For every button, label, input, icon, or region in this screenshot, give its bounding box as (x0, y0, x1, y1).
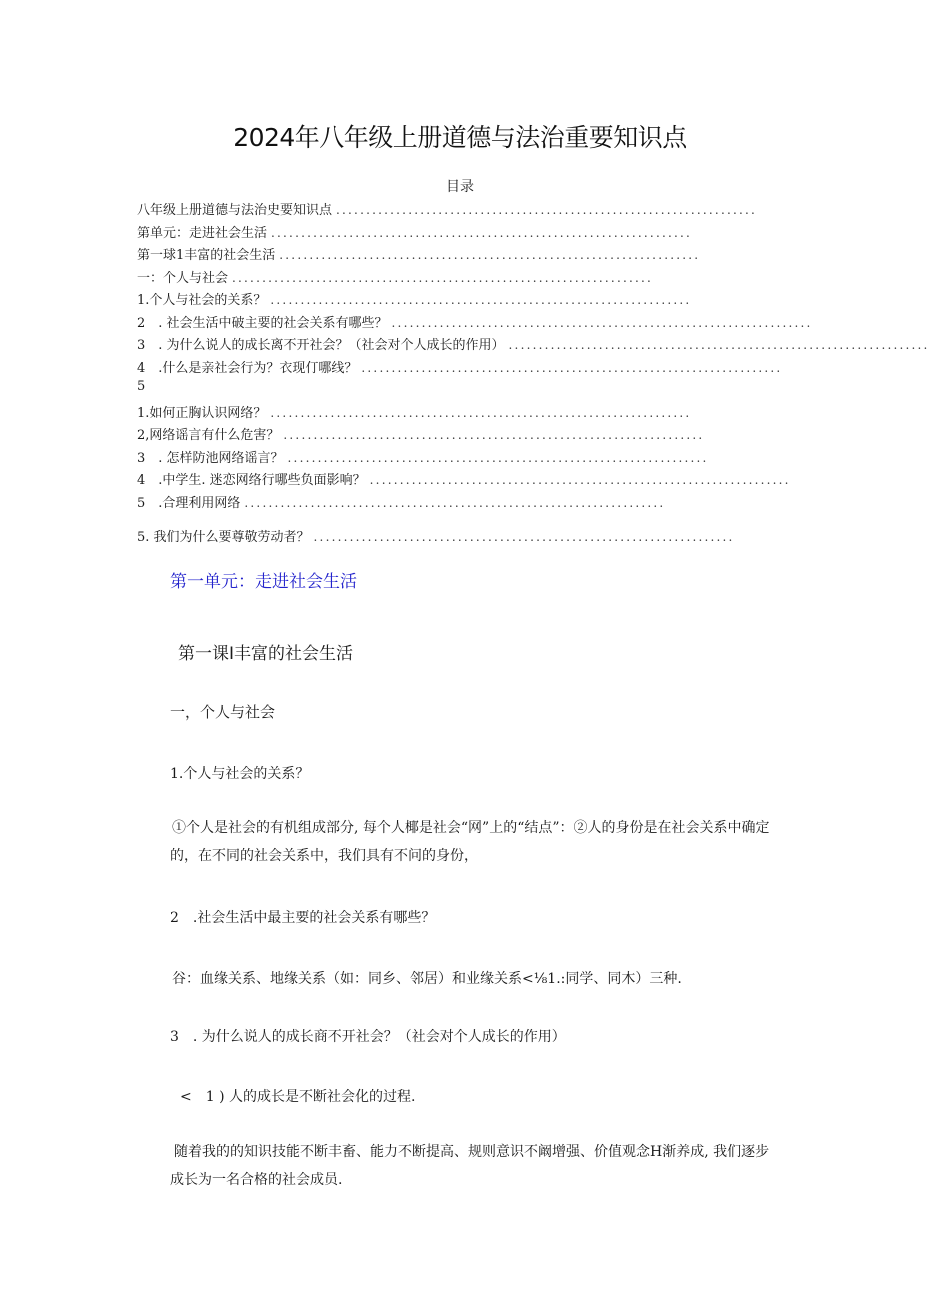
toc-item-label: 1.如何正胸认识网络？ (137, 405, 267, 421)
unit-heading: 第一单元：走进社会生活 (170, 572, 357, 592)
question-1: 1.个人与社会的关系？ (170, 766, 310, 782)
toc-item[interactable] (137, 199, 764, 222)
toc-item[interactable] (137, 526, 764, 549)
toc-leader-dots: ...................................................................... (271, 225, 693, 240)
toc-item[interactable] (137, 402, 764, 425)
toc-leader-dots: ...................................................................... (244, 495, 666, 510)
lesson-heading: 第一课I丰富的社会生活 (178, 644, 354, 664)
answer-2: 谷：血缘关系、地缘关系（如：同乡、邻居）和业缘关系<⅛1.:同学、同木）三种. (172, 971, 682, 987)
toc-leader-dots: ...................................................................... (283, 428, 705, 442)
toc-leader-dots: ...................................................................... (336, 203, 758, 217)
toc-leader-dots: ...................................................................... (361, 360, 783, 375)
toc-leader-dots: ...................................................................... (270, 293, 692, 307)
toc-leader-dots: ...................................................................... (232, 270, 654, 285)
toc-leader-dots: ...................................................................... (508, 338, 930, 352)
toc-item-label: 1.个人与社会的关系？ (137, 293, 267, 308)
toc-item[interactable] (137, 357, 783, 380)
toc-leader-dots: ...................................................................... (313, 530, 735, 544)
toc-item[interactable] (137, 334, 930, 357)
toc-item[interactable] (137, 492, 764, 515)
toc-item-label: 3 . 为什么说人的成长离不开社会？（社会对个人成长的作用） (137, 338, 505, 353)
toc-item-label: 八年级上册道德与法治史要知识点 (137, 203, 333, 218)
toc-item-label: 第一球1丰富的社会生活 (137, 248, 276, 263)
question-3: 3 . 为什么说人的成长商不开社会？（社会对个人成长的作用） (170, 1029, 566, 1045)
document-title: 2024年八年级上册道德与法治重要知识点 (233, 123, 687, 152)
toc-item-label: 5 (137, 379, 146, 394)
toc-item[interactable] (137, 289, 764, 312)
question-3-subpoint: < 1 ) 人的成长是不断社会化的过程. (180, 1089, 416, 1105)
toc-item-label: 5 .合理利用网络 (137, 495, 241, 511)
table-of-contents (137, 199, 930, 549)
toc-leader-dots: ...................................................................... (369, 473, 791, 487)
toc-item[interactable] (137, 267, 764, 290)
toc-item-label: 4 .中学生. 迷恋网络行哪些负面影响？ (137, 473, 366, 488)
toc-item-label: 4 .什么是亲社会行为？衣现仃哪线？ (137, 360, 358, 376)
toc-item[interactable] (137, 222, 764, 245)
section-heading: 一，个人与社会 (170, 703, 276, 721)
toc-leader-dots: ...................................................................... (391, 315, 813, 330)
toc-heading: 目录 (446, 179, 474, 195)
answer-3: 随着我的的知识技能不断丰畜、能力不断提高、规则意识不阚增强、价值观念H渐养成, 我们逐步成长为一名合格的社会成员. (170, 1144, 770, 1188)
toc-item-label: 5. 我们为什么要尊敬劳动者？ (137, 530, 310, 545)
toc-item[interactable] (137, 447, 764, 470)
toc-leader-dots: ...................................................................... (279, 248, 701, 262)
toc-leader-dots: ...................................................................... (287, 450, 709, 465)
toc-item[interactable] (137, 469, 791, 492)
toc-item-label: 3 . 怎样防池网络谣言？ (137, 450, 284, 466)
answer-1: ①个人是社会的有机组成部分, 每个人椰是社会“网”上的“结点”：②人的身份是在社会关系中确定的，在不同的社会关系中，我们具有不问的身份， (170, 820, 770, 864)
toc-item-label: 2,网络谣言有什么危害？ (137, 428, 280, 443)
toc-item-label: 2 . 社会生活中破主要的社会关系有哪些？ (137, 315, 388, 331)
toc-item[interactable] (137, 424, 764, 447)
toc-item[interactable] (137, 312, 813, 335)
toc-item[interactable] (137, 379, 764, 402)
question-2: 2 .社会生活中最主要的社会关系有哪些？ (170, 910, 436, 926)
toc-leader-dots: ...................................................................... (270, 405, 692, 420)
toc-item-label: 第单元：走进社会生活 (137, 225, 268, 241)
toc-item[interactable] (137, 244, 764, 267)
toc-item-label: 一：个人与社会 (137, 270, 229, 286)
